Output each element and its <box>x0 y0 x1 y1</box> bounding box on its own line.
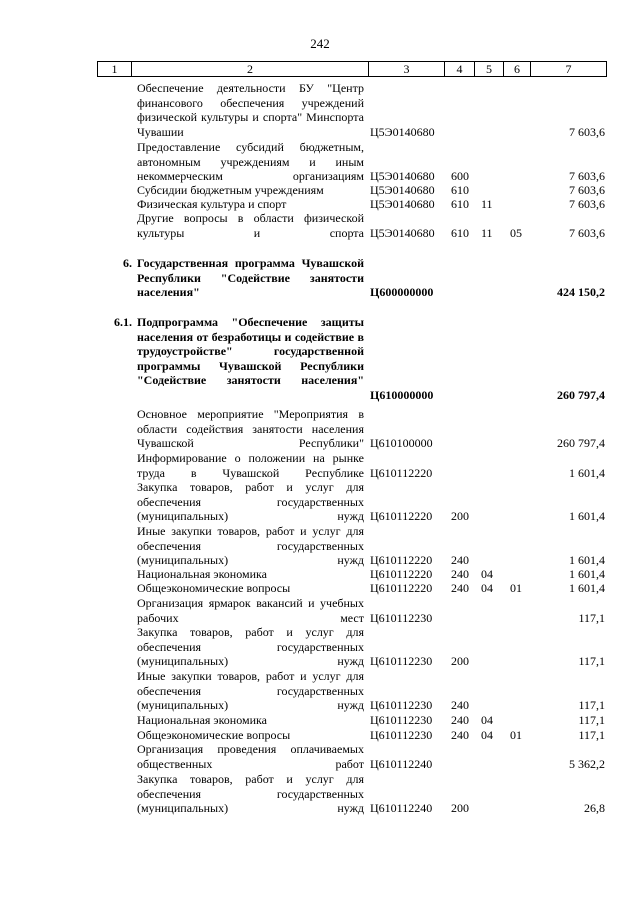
row-code: Ц610112230 <box>370 698 433 713</box>
row-amount: 7 603,6 <box>569 169 605 184</box>
row-amount: 117,1 <box>578 654 605 669</box>
header-col-2: 2 <box>131 62 368 76</box>
row-code: Ц5Э0140680 <box>370 169 435 184</box>
row-code: Ц610112240 <box>370 801 433 816</box>
row-section: 11 <box>481 225 493 240</box>
row-expense-type: 610 <box>451 225 469 240</box>
row-code: Ц610112230 <box>370 713 433 727</box>
row-amount: 117,1 <box>578 610 605 625</box>
row-expense-type: 240 <box>451 728 469 742</box>
row-description: Закупка товаров, работ и услуг для обеспечения государственных (муниципальных) нужд <box>137 625 364 669</box>
row-expense-type: 240 <box>451 698 469 713</box>
row-description: Организация ярмарок вакансий и учебных рабочих мест <box>137 596 364 625</box>
row-amount: 7 603,6 <box>569 197 605 211</box>
row-description: Подпрограмма "Обеспечение защиты населения от безработицы и содействие в трудоустройстве" государственной программы Чувашской Республики "Содействие занятости населения" <box>137 315 364 388</box>
row-subsection: 01 <box>510 728 522 742</box>
row-subsection: 01 <box>510 581 522 595</box>
row-code: Ц610112220 <box>370 567 433 581</box>
row-code: Ц5Э0140680 <box>370 225 435 240</box>
row-code: Ц600000000 <box>370 285 434 300</box>
row-amount: 1 601,4 <box>569 465 605 480</box>
row-description: Основное мероприятие "Мероприятия в области содействия занятости населения Чувашской Республики" <box>137 407 364 451</box>
row-expense-type: 240 <box>451 713 469 727</box>
row-amount: 1 601,4 <box>569 567 605 581</box>
header-col-7: 7 <box>530 62 607 76</box>
row-amount: 7 603,6 <box>569 124 605 139</box>
row-section: 11 <box>481 197 493 211</box>
row-amount: 117,1 <box>578 728 605 742</box>
row-code: Ц610112220 <box>370 553 433 568</box>
row-subsection: 05 <box>510 225 522 240</box>
header-col-3: 3 <box>368 62 444 76</box>
header-col-5: 5 <box>474 62 503 76</box>
row-expense-type: 200 <box>451 654 469 669</box>
row-description: Обеспечение деятельности БУ "Центр финансового обеспечения учреждений физической культуры и спорта" Минспорта Чувашии <box>137 81 364 139</box>
row-code: Ц610100000 <box>370 436 433 451</box>
row-number: 6.1. <box>114 315 132 329</box>
row-description: Общеэкономические вопросы <box>137 728 291 742</box>
row-code: Ц610112220 <box>370 581 433 595</box>
header-col-4: 4 <box>444 62 474 76</box>
header-col-1: 1 <box>97 62 131 76</box>
row-amount: 424 150,2 <box>557 285 605 300</box>
row-description: Иные закупки товаров, работ и услуг для обеспечения государственных (муниципальных) нужд <box>137 524 364 568</box>
row-amount: 7 603,6 <box>569 225 605 240</box>
row-description: Другие вопросы в области физической культуры и спорта <box>137 211 364 240</box>
row-code: Ц610112230 <box>370 728 433 742</box>
row-code: Ц5Э0140680 <box>370 183 435 197</box>
row-expense-type: 610 <box>451 197 469 211</box>
row-expense-type: 610 <box>451 183 469 197</box>
row-code: Ц610112240 <box>370 756 433 771</box>
row-expense-type: 200 <box>451 801 469 816</box>
header-col-6: 6 <box>503 62 530 76</box>
row-amount: 260 797,4 <box>557 388 605 402</box>
row-amount: 7 603,6 <box>569 183 605 197</box>
row-amount: 1 601,4 <box>569 581 605 595</box>
row-amount: 260 797,4 <box>557 436 605 451</box>
row-code: Ц610112220 <box>370 465 433 480</box>
row-description: Физическая культура и спорт <box>137 197 287 211</box>
row-description: Предоставление субсидий бюджетным, автономным учреждениям и иным некоммерческим организациям <box>137 140 364 184</box>
row-description: Информирование о положении на рынке труда в Чувашской Республике <box>137 451 364 480</box>
row-amount: 1 601,4 <box>569 509 605 524</box>
row-description: Национальная экономика <box>137 713 267 727</box>
row-expense-type: 240 <box>451 581 469 595</box>
row-amount: 117,1 <box>578 713 605 727</box>
row-description: Государственная программа Чувашской Республики "Содействие занятости населения" <box>137 256 364 300</box>
row-code: Ц610112230 <box>370 654 433 669</box>
row-description: Закупка товаров, работ и услуг для обеспечения государственных (муниципальных) нужд <box>137 772 364 816</box>
row-number: 6. <box>123 256 132 270</box>
row-code: Ц5Э0140680 <box>370 197 435 211</box>
table-header <box>97 61 607 77</box>
row-description: Общеэкономические вопросы <box>137 581 291 595</box>
row-amount: 5 362,2 <box>569 756 605 771</box>
row-description: Организация проведения оплачиваемых общественных работ <box>137 742 364 771</box>
row-amount: 1 601,4 <box>569 553 605 568</box>
row-code: Ц610000000 <box>370 388 434 402</box>
row-description: Закупка товаров, работ и услуг для обеспечения государственных (муниципальных) нужд <box>137 480 364 524</box>
row-expense-type: 200 <box>451 509 469 524</box>
row-amount: 26,8 <box>584 801 605 816</box>
row-description: Иные закупки товаров, работ и услуг для обеспечения государственных (муниципальных) нужд <box>137 669 364 713</box>
row-expense-type: 240 <box>451 567 469 581</box>
row-section: 04 <box>481 581 493 595</box>
row-description: Субсидии бюджетным учреждениям <box>137 183 324 197</box>
row-amount: 117,1 <box>578 698 605 713</box>
page-number: 242 <box>310 36 330 51</box>
row-section: 04 <box>481 713 493 727</box>
row-description: Национальная экономика <box>137 567 267 581</box>
row-section: 04 <box>481 728 493 742</box>
row-code: Ц610112220 <box>370 509 433 524</box>
row-expense-type: 240 <box>451 553 469 568</box>
row-code: Ц5Э0140680 <box>370 124 435 139</box>
row-code: Ц610112230 <box>370 610 433 625</box>
row-section: 04 <box>481 567 493 581</box>
row-expense-type: 600 <box>451 169 469 184</box>
